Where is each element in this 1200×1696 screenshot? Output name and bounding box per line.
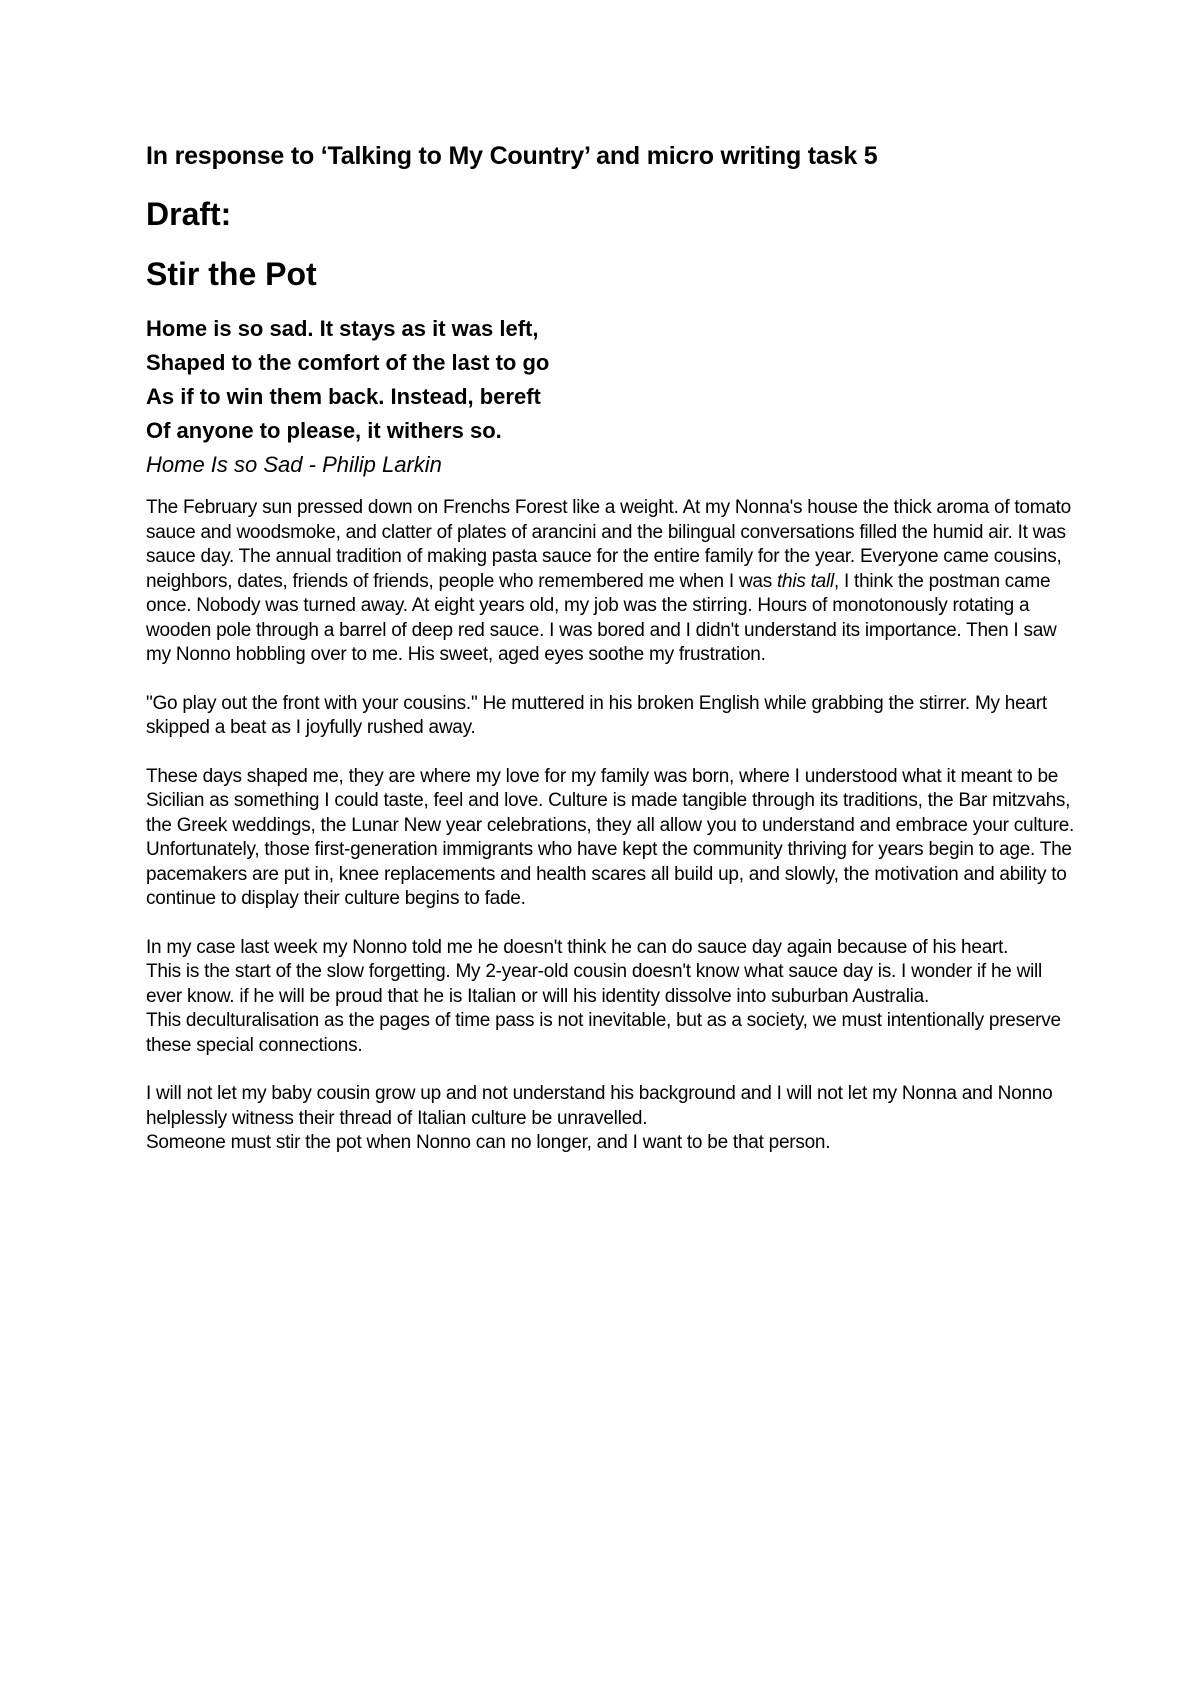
paragraph-text: Someone must stir the pot when Nonno can no longer, and I want to be that person. — [146, 1132, 831, 1153]
epigraph-line: Shaped to the comfort of the last to go — [146, 350, 550, 375]
paragraph-sauce-day — [146, 496, 1076, 668]
paragraph-text: The February sun pressed down on Frenchs Forest like a weight. At my Nonna's house the thick aroma of tomato sauce and woodsmoke, and clatter of plates of arancini and the bilingual conversations filled the humid air. It was sauce day. The annual tradition of making pasta sauce for the entire family for the year. Everyone came cousins, neighbors, dates, friends of friends, people who remembered me when I was — [146, 497, 1071, 592]
paragraph-text: I will not let my baby cousin grow up and not understand his background and I will not let my Nonna and Nonno helplessly witness their thread of Italian culture be unravelled. — [146, 1083, 1053, 1129]
paragraph-text: This is the start of the slow forgetting. My 2-year-old cousin doesn't know what sauce day is. I wonder if he will ever know. if he will be proud that he is Italian or will his identity dissolve into suburban Australia. — [146, 961, 1042, 1007]
paragraph-text: , I think the postman came once. Nobody was turned away. At eight years old, my job was the stirring. Hours of monotonously rotating a wooden pole through a barrel of deep red sauce. I was bored and I didn't understand its importance. Then I saw my Nonno hobbling over to me. His sweet, aged eyes soothe my frustration. — [146, 570, 1057, 665]
epigraph — [146, 312, 1076, 482]
paragraph-nonno-quote: "Go play out the front with your cousins." He muttered in his broken English while grabbing the stirrer. My heart skipped a beat as I joyfully rushed away. — [146, 692, 1047, 738]
epigraph-line: Home is so sad. It stays as it was left, — [146, 316, 539, 341]
document-heading: In response to ‘Talking to My Country’ and micro writing task 5 — [146, 142, 878, 170]
document-page — [146, 140, 1076, 1156]
epigraph-line: As if to win them back. Instead, bereft — [146, 384, 541, 409]
poem-title: Stir the Pot — [146, 256, 317, 292]
italic-phrase: this tall — [777, 570, 834, 592]
paragraph-text: This deculturalisation as the pages of time pass is not inevitable, but as a society, we must intentionally preserve these special connections. — [146, 1010, 1061, 1056]
paragraph-forgetting — [146, 936, 1076, 1059]
paragraph-conclusion — [146, 1082, 1076, 1156]
epigraph-credit: Home Is so Sad - Philip Larkin — [146, 452, 442, 477]
paragraph-text: In my case last week my Nonno told me he doesn't think he can do sauce day again because of his heart. — [146, 936, 1009, 958]
paragraph-culture: These days shaped me, they are where my love for my family was born, where I understood what it meant to be Sicilian as something I could taste, feel and love. Culture is made tangible through its traditions, the Bar mitzvahs, the Greek weddings, the Lunar New year celebrations, they all allow you to understand and embrace your culture. Unfortunately, those first-generation immigrants who have kept the community thriving for years begin to age. The pacemakers are put in, knee replacements and health scares all build up, and slowly, the motivation and ability to continue to display their culture begins to fade. — [146, 765, 1075, 909]
draft-label: Draft: — [146, 196, 232, 232]
epigraph-line: Of anyone to please, it withers so. — [146, 418, 502, 443]
